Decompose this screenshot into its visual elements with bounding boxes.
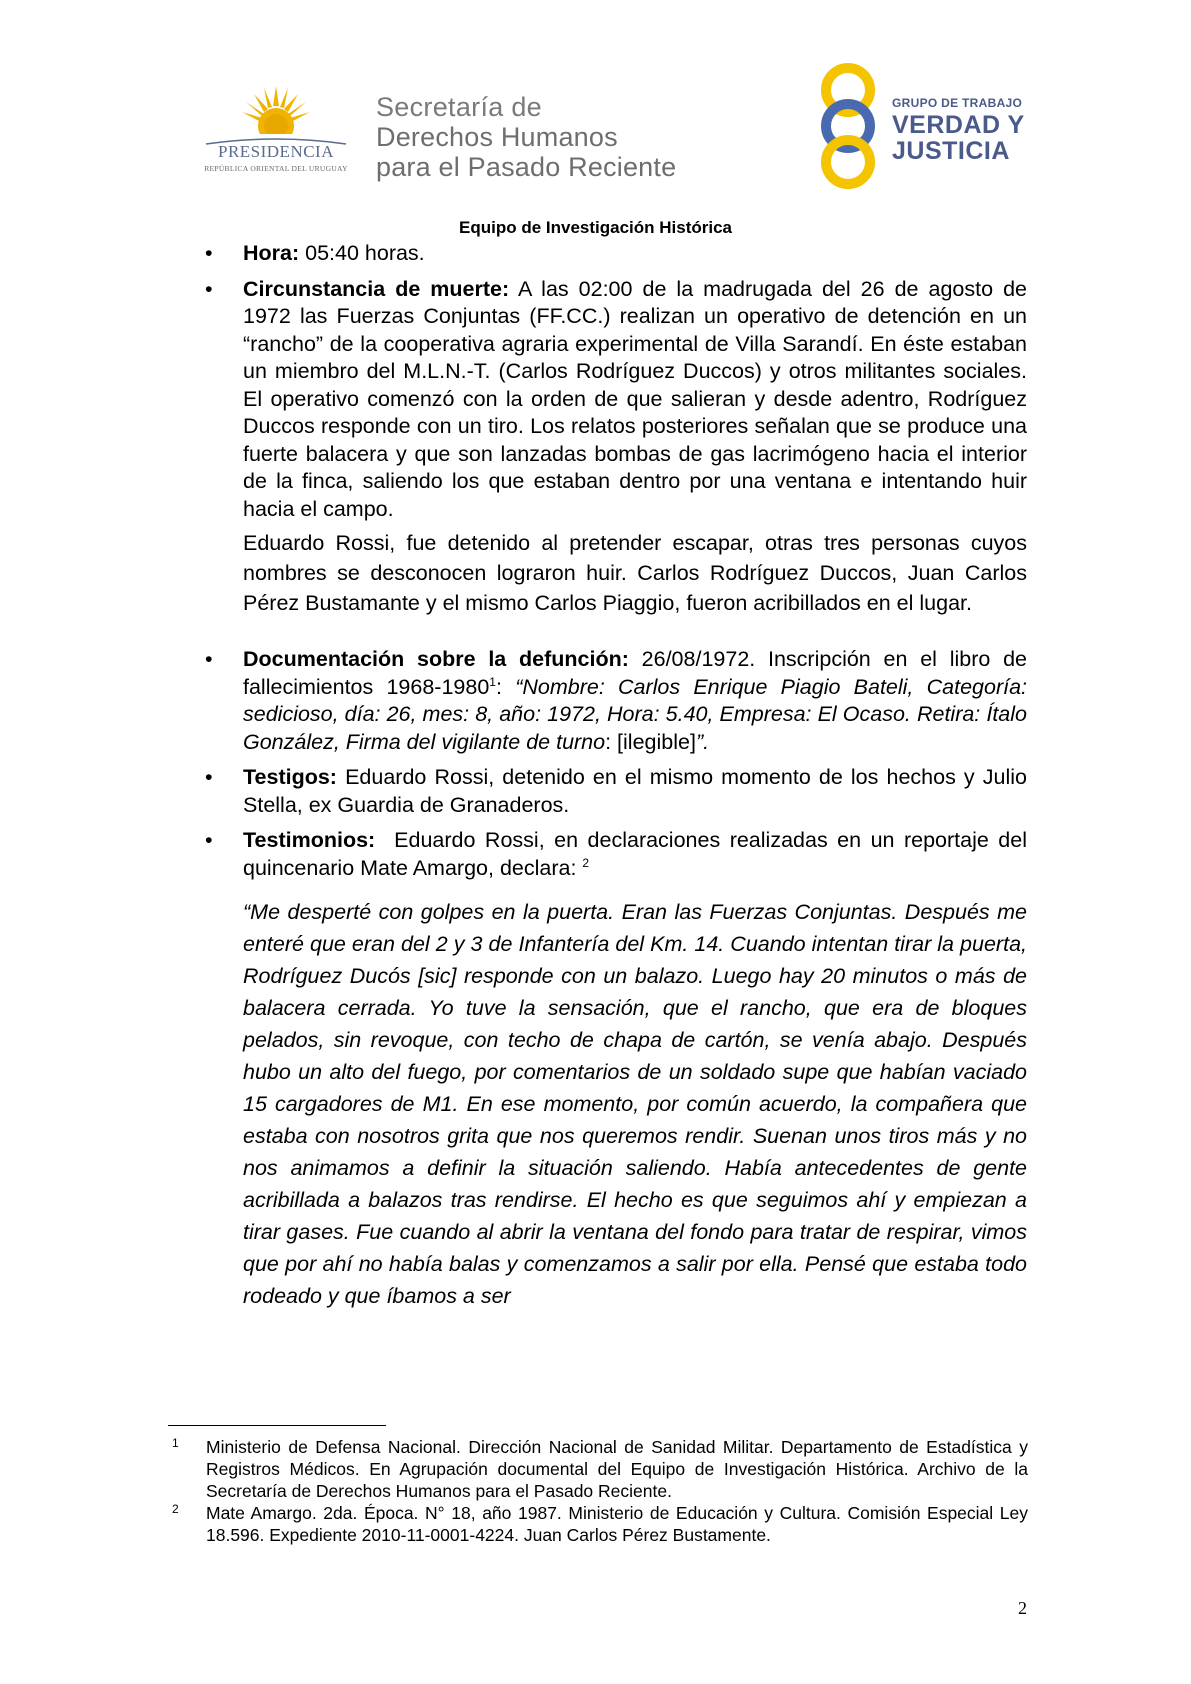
testigos-label: Testigos: bbox=[243, 765, 337, 789]
secretaria-line-3: para el Pasado Reciente bbox=[376, 152, 677, 182]
footnote-2 bbox=[168, 1502, 1028, 1546]
sun-icon bbox=[236, 82, 316, 144]
circunstancia-text-2: Eduardo Rossi, fue detenido al pretender escapar, otras tres personas cuyos nombres se desconocen lograron huir. Carlos Rodríguez Duccos, Juan Carlos Pérez Bustamante y el mismo Carlos Piaggio, fueron acribillados en el lugar. bbox=[243, 531, 1027, 615]
list-item-circunstancia bbox=[205, 276, 1027, 524]
verdad-justicia-logo bbox=[812, 62, 1025, 190]
testimony-quote: “Me desperté con golpes en la puerta. Eran las Fuerzas Conjuntas. Después me enteré que eran del 2 y 3 de Infantería del Km. 14. Cuando intentan tirar la puerta, Rodríguez Ducós [sic] responde con un balazo. Luego hay 20 minutos o más de balacera cerrada. Yo tuve la sensación, que el rancho, que era de bloques pelados, sin revoque, con techo de chapa de cartón, se venía abajo. Después hubo un alto del fuego, por comentarios de un soldado supe que habían vaciado 15 cargadores de M1. En ese momento, por común acuerdo, la compañera que estaba con nosotros grita que nos queremos rendir. Suenan unos tiros más y no nos animamos a definir la situación saliendo. Había antecedentes de gente acribillada a balazos tras rendirse. El hecho es que seguimos ahí y empiezan a tirar gases. Fue cuando al abrir la ventana del fondo para tratar de respirar, vimos que por ahí no había balas y comenzamos a salir por ella. Pensé que estaba todo rodeado y que íbamos a ser bbox=[243, 900, 1027, 1308]
bullet: • bbox=[205, 765, 213, 789]
documentacion-quote: “Nombre: Carlos Enrique Piagio Bateli, Categoría: sedicioso, día: 26, mes: 8, año: 1972, Hora: 5.40, Empresa: El Ocaso. Retira: Ítalo González, Firma del vigilante de turno bbox=[243, 674, 1028, 754]
hora-label: Hora: bbox=[243, 241, 300, 265]
list-item-testigos bbox=[205, 764, 1027, 819]
testigos-text: Eduardo Rossi, detenido en el mismo momento de los hechos y Julio Stella, ex Guardia de Granaderos. bbox=[243, 765, 1027, 817]
testimonios-text: Eduardo Rossi, en declaraciones realizadas en un reportaje del quincenario Mate Amargo, declara: bbox=[243, 828, 1039, 880]
gvj-title-line-1: VERDAD Y bbox=[892, 111, 1025, 139]
secretaria-line-1: Secretaría de bbox=[376, 92, 542, 122]
footnote-divider bbox=[168, 1425, 386, 1426]
bullet: • bbox=[205, 647, 213, 671]
presidencia-subtitle: REPÚBLICA ORIENTAL DEL URUGUAY bbox=[204, 164, 348, 173]
gvj-title bbox=[892, 112, 1025, 164]
documentacion-quote-end: ”. bbox=[695, 729, 710, 754]
list-item-hora bbox=[205, 240, 1027, 268]
footnote-text: Ministerio de Defensa Nacional. Dirección Nacional de Sanidad Militar. Departamento de Estadística y Registros Médicos. En Agrupación documental del Equipo de Investigación Histórica. Archivo de la Secretaría de Derechos Humanos para el Pasado Reciente. bbox=[206, 1437, 1028, 1501]
presidencia-name: PRESIDENCIA bbox=[217, 142, 334, 161]
gvj-title-line-2: JUSTICIA bbox=[892, 137, 1010, 165]
bullet: • bbox=[205, 276, 213, 301]
bullet: • bbox=[205, 828, 213, 852]
team-title: Equipo de Investigación Histórica bbox=[459, 218, 732, 237]
footnotes bbox=[168, 1436, 1028, 1546]
documentacion-label: Documentación sobre la defunción: bbox=[243, 647, 629, 671]
rings-icon bbox=[812, 62, 892, 190]
list-item-documentacion bbox=[205, 646, 1027, 756]
footnote-ref-2[interactable]: 2 bbox=[582, 855, 590, 870]
testimonios-label: Testimonios: bbox=[243, 828, 376, 852]
gvj-group-label: GRUPO DE TRABAJO bbox=[892, 96, 1023, 110]
circunstancia-text: A las 02:00 de la madrugada del 26 de agosto de 1972 las Fuerzas Conjuntas (FF.CC.) realizan un operativo de detención en un “rancho” de la cooperativa agraria experimental de Villa Sarandí. En éste estaban un miembro del M.L.N.-T. (Carlos Rodríguez Duccos) y otros militantes sociales. El operativo comenzó con la orden de que salieran y desde adentro, Rodríguez Duccos responde con un tiro. Los relatos posteriores señalan que se produce una fuerte balacera y que son lanzadas bombas de gas lacrimógeno hacia el interior de la finca, saliendo los que estaban dentro por una ventana e intentando huir hacia el campo. bbox=[243, 276, 1028, 521]
bullet: • bbox=[205, 241, 213, 265]
footnote-number: 2 bbox=[172, 1502, 179, 1516]
secretaria-line-2: Derechos Humanos bbox=[376, 122, 618, 152]
page-number: 2 bbox=[1018, 1598, 1027, 1618]
documentacion-text: 26/08/1972. Inscripción en el libro de fallecimientos 1968-1980 bbox=[243, 647, 1027, 699]
footnote-1 bbox=[168, 1436, 1028, 1502]
page-header bbox=[0, 0, 1191, 210]
list-item-testimonios bbox=[205, 827, 1039, 882]
footnote-text: Mate Amargo. 2da. Época. N° 18, año 1987. Ministerio de Educación y Cultura. Comisión Especial Ley 18.596. Expediente 2010-11-0001-4224. Juan Carlos Pérez Bustamente. bbox=[206, 1503, 1028, 1545]
documentacion-illegible: : [ilegible] bbox=[605, 729, 696, 754]
documentacion-colon: : bbox=[495, 674, 516, 699]
footnote-number: 1 bbox=[172, 1436, 179, 1450]
hora-text: 05:40 horas. bbox=[299, 241, 425, 265]
circunstancia-paragraph-2 bbox=[205, 528, 1027, 618]
footnote-ref-1[interactable]: 1 bbox=[489, 674, 496, 689]
secretaria-logo-text bbox=[376, 92, 676, 182]
presidencia-logo bbox=[196, 82, 356, 182]
circunstancia-label: Circunstancia de muerte: bbox=[243, 276, 510, 301]
document-body bbox=[205, 240, 1039, 1312]
